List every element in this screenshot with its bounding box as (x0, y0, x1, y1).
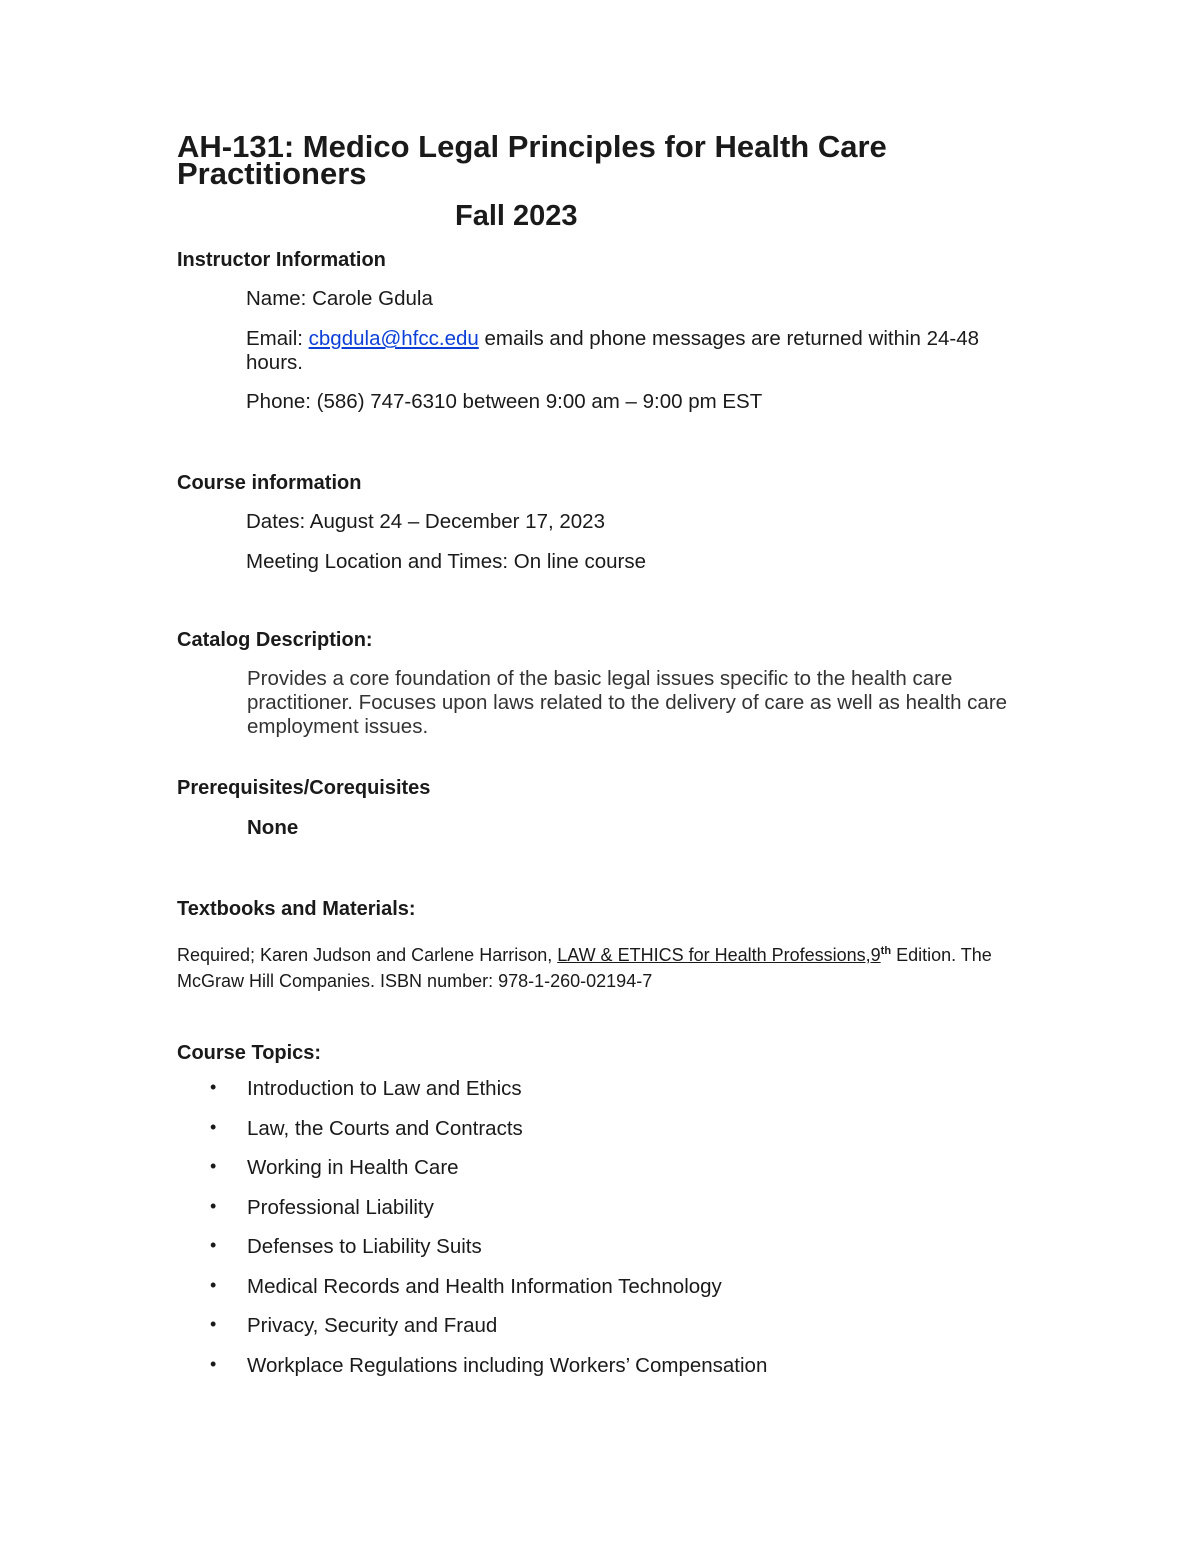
instructor-email-line (246, 327, 1036, 375)
catalog-heading: Catalog Description: (177, 629, 373, 651)
textbook-citation (177, 938, 1007, 994)
instructor-phone: Phone: (586) 747-6310 between 9:00 am – 9:00 pm EST (246, 390, 763, 413)
email-label: Email: (246, 327, 309, 350)
prereq-heading: Prerequisites/Corequisites (177, 777, 431, 799)
course-dates: Dates: August 24 – December 17, 2023 (246, 510, 605, 533)
bullet-icon: • (210, 1314, 217, 1334)
syllabus-page: AH-131: Medico Legal Principles for Health Care Practitioners Fall 2023 Instructor Information Name: Carole Gdula Email: cbgdula@hfcc.edu emails and phone messages are returned within 24-48 hours. Phone: (586) 747-6310 between 9:00 am – 9:00 pm EST Course information Dates: August 24 – December 17, 2023 Meeting Location and Times: On line course Catalog Description: Provides a core foundation of the basic legal issues specific to the health care practitioner. Focuses upon laws related to the delivery of care as well as health care employment issues. Prerequisites/Corequisites None Textbooks and Materials: Required; Karen Judson and Carlene Harrison, LAW & ETHICS for Health Professions,9th Edition. The McGraw Hill Companies. ISBN number: 978-1-260-02194-7 Course Topics: • Introduction to Law and Ethics • Law, the Courts and Contracts • Working in Health Care • Professional Liability • Defenses to Liability Suits • Medical Records and Health Information Technology • Privacy, Security and Fraud • Workplace Regulations including Workers’ Compensation (0, 0, 1200, 1553)
bullet-icon: • (210, 1195, 217, 1216)
bullet-icon: • (210, 1116, 217, 1137)
instructor-heading: Instructor Information (177, 249, 386, 271)
bullet-icon: • (210, 1353, 217, 1374)
course-info-heading: Course information (177, 472, 362, 494)
bullet-icon: • (210, 1156, 217, 1176)
prereq-value: None (247, 816, 299, 839)
email-link[interactable]: cbgdula@hfcc.edu (308, 327, 479, 350)
email-note: emails and phone messages are returned within 24-48 hours. (246, 327, 980, 374)
textbook-prefix: Required; Karen Judson and Carlene Harrison, (177, 945, 558, 965)
instructor-name: Name: Carole Gdula (246, 287, 433, 310)
catalog-description: Provides a core foundation of the basic legal issues specific to the health care practitioner. Focuses upon laws related to the delivery of care as well as health care employment issues. (247, 667, 1008, 738)
textbook-superscript: th (880, 945, 892, 957)
textbook-suffix: Edition. The McGraw Hill Companies. ISBN number: 978-1-260-02194-7 (177, 945, 992, 991)
bullet-icon: • (210, 1274, 217, 1295)
topics-heading: Course Topics: (177, 1042, 322, 1064)
textbooks-heading: Textbooks and Materials: (177, 898, 416, 920)
bullet-icon: • (210, 1235, 217, 1255)
meeting-location: Meeting Location and Times: On line course (246, 550, 646, 573)
document-title: AH-131: Medico Legal Principles for Health Care Practitioners (177, 129, 887, 191)
bullet-icon: • (210, 1077, 217, 1097)
term-label: Fall 2023 (455, 200, 578, 232)
textbook-title: LAW & ETHICS for Health Professions,9 (557, 945, 881, 965)
